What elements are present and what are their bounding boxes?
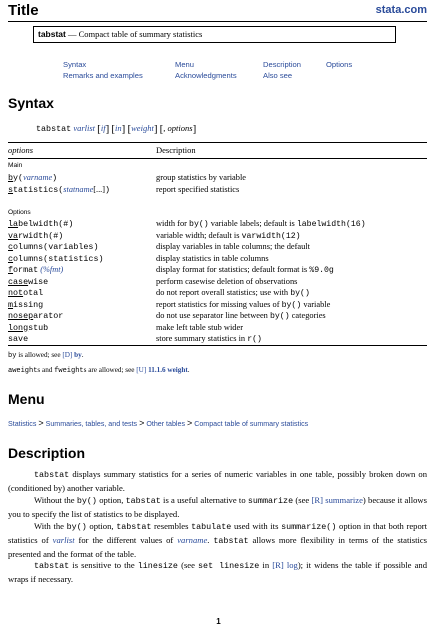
option-description: make left table stub wider (156, 322, 243, 332)
group-options-label: Options (8, 209, 31, 216)
syntax-options: options (167, 123, 193, 133)
page-title: Title (8, 2, 39, 19)
option-name: casewise (8, 276, 49, 287)
link-varname[interactable]: varname (177, 535, 208, 545)
option-row (8, 300, 427, 311)
option-description: display statistics in table columns (156, 253, 269, 263)
syntax-heading: Syntax (8, 95, 54, 111)
entry-command: tabstat (38, 29, 66, 39)
nav-link-syntax[interactable]: Syntax (63, 60, 87, 69)
entry-title-box (33, 26, 396, 43)
nav-link-also-see[interactable]: Also see (263, 71, 293, 80)
note-weights: aweights and fweights are allowed; see [U] 11.1.6 weight. (8, 366, 190, 375)
option-description: report statistics for missing values of by() variable (156, 299, 331, 310)
option-name: columns(variables) (8, 242, 99, 252)
option-row (8, 311, 427, 322)
option-row (8, 231, 427, 242)
description-paragraph-1: tabstat displays summary statistics for a series of numeric variables in one table, possibly broken down on (conditioned by) another variable. (8, 469, 427, 493)
option-description: variable width; default is varwidth(12) (156, 230, 301, 241)
option-row (8, 277, 427, 288)
table-top-rule (8, 142, 427, 143)
nav-link-acknowledgments[interactable]: Acknowledgments (175, 71, 237, 80)
page-number: 1 (216, 617, 221, 626)
syntax-command: tabstat (36, 124, 72, 134)
entry-separator: — (65, 29, 79, 39)
option-row (8, 334, 427, 345)
option-description: store summary statistics in r() (156, 334, 262, 344)
option-row (8, 219, 427, 230)
option-description: perform casewise deletion of observations (156, 276, 298, 286)
option-row (8, 288, 427, 299)
syntax-varlist[interactable]: varlist (73, 123, 96, 133)
note-by: by is allowed; see [D] by. (8, 351, 84, 360)
option-name: nototal (8, 288, 44, 298)
link-u-weight[interactable]: [U] 11.1.6 weight (136, 366, 188, 374)
group-main-label: Main (8, 162, 23, 169)
option-name: columns(statistics) (8, 253, 104, 264)
description-paragraph-2: Without the by() option, tabstat is a useful alternative to summarize (see [R] summarize) because it allows you to specify the list of statistics to be displayed. (8, 495, 427, 519)
menu-item-statistics[interactable]: Statistics (8, 420, 37, 428)
menu-item-compact-table[interactable]: Compact table of summary statistics (194, 420, 309, 428)
option-description: do not use separator line between by() categories (156, 311, 326, 321)
table-bottom-rule (8, 345, 427, 346)
option-name: labelwidth(#) (8, 219, 74, 229)
menu-item-summaries[interactable]: Summaries, tables, and tests (45, 420, 138, 428)
option-name: longstub (8, 322, 49, 333)
header-rule (8, 21, 427, 22)
link-varlist[interactable]: varlist (52, 535, 75, 545)
option-name: varwidth(#) (8, 230, 64, 241)
option-row-by: by(varname) group statistics by variable (8, 173, 247, 183)
option-description: display variables in table columns; the default (156, 242, 310, 251)
syntax-comma: , (163, 123, 166, 133)
column-description: Description (156, 145, 196, 155)
nav-column-1 (63, 59, 143, 81)
description-paragraph-4: tabstat is sensitive to the linesize (see set linesize in [R] log); it widens the table if possible and wraps if necessary. (8, 560, 428, 584)
nav-link-description[interactable]: Description (263, 60, 301, 69)
brand-link[interactable]: stata.com (375, 4, 427, 16)
nav-column-3 (263, 59, 301, 81)
description-paragraph-3: With the by() option, tabstat resembles tabulate used with its summarize() option in that both report statistics of varlist for the different values of varname. tabstat allows more flexibility in terms of the statistics presented and the format of the table. (8, 521, 427, 559)
option-description: display format for statistics; default format is %9.0g (156, 265, 334, 275)
nav-link-options[interactable]: Options (326, 60, 353, 69)
nav-link-remarks[interactable]: Remarks and examples (63, 71, 143, 80)
option-row-statistics: statistics(statname[...]) report specified statistics (8, 185, 240, 195)
table-header-rule (8, 158, 427, 159)
menu-path: Statistics > Summaries, tables, and tests > Other tables > Compact table of summary statistics (8, 418, 309, 428)
link-d-by[interactable]: [D] by (62, 351, 82, 359)
option-description: width for by() variable labels; default is labelwidth(16) (156, 219, 366, 229)
option-row (8, 242, 427, 253)
option-description: do not report overall statistics; use with by() (156, 288, 310, 298)
option-row (8, 254, 427, 265)
entry-description: Compact table of summary statistics (78, 29, 203, 39)
arg-statname[interactable]: statname (63, 185, 94, 194)
option-row (8, 323, 427, 334)
option-name: save (8, 334, 29, 344)
nav-column-4 (326, 59, 352, 70)
syntax-if[interactable]: if (100, 123, 106, 133)
syntax-in[interactable]: in (115, 123, 122, 133)
option-row (8, 265, 427, 276)
arg-fmt[interactable]: (%fmt) (40, 265, 64, 274)
option-name: noseparator (8, 311, 64, 321)
link-r-summarize[interactable]: [R] summarize (311, 495, 363, 505)
option-name: missing (8, 299, 44, 310)
arg-varname[interactable]: varname (23, 173, 53, 182)
menu-item-other-tables[interactable]: Other tables (146, 420, 185, 428)
option-name: format (%fmt) (8, 265, 64, 275)
nav-column-2 (175, 59, 237, 81)
menu-heading: Menu (8, 391, 45, 407)
syntax-line: tabstat varlist [if] [in] [weight] [, options] (36, 123, 197, 135)
nav-link-menu[interactable]: Menu (175, 60, 194, 69)
syntax-weight[interactable]: weight (131, 123, 154, 133)
column-options: options (8, 145, 34, 155)
description-heading: Description (8, 445, 86, 461)
link-r-log[interactable]: [R] log (272, 560, 298, 570)
